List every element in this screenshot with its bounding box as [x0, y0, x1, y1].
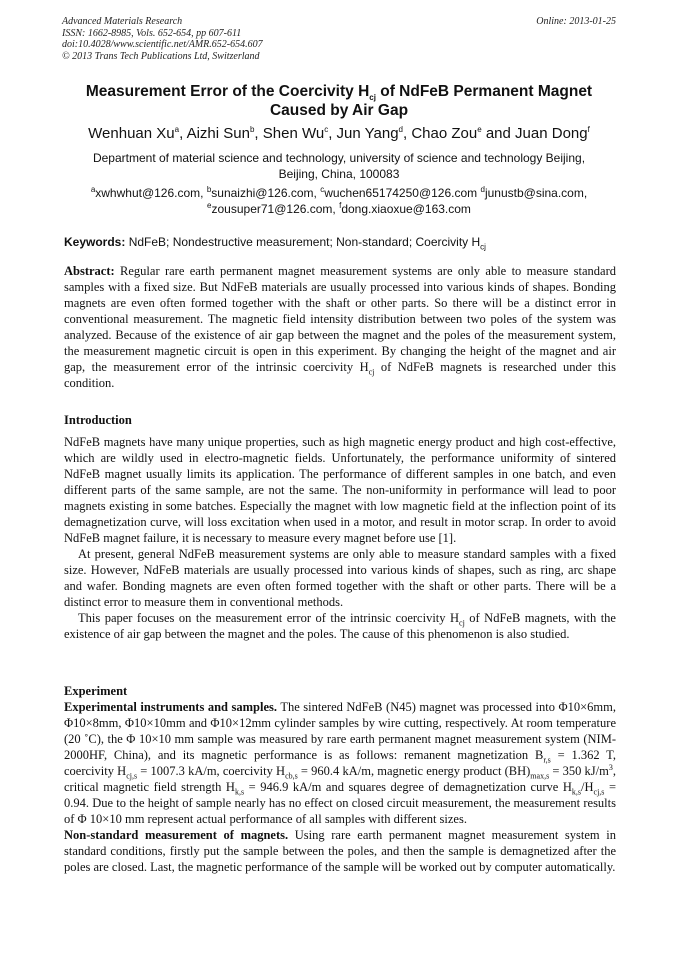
experiment-section: [64, 699, 616, 875]
email-e[interactable]: zousuper71@126.com,: [211, 202, 340, 216]
email-a[interactable]: xwhwhut@126.com,: [95, 186, 207, 200]
author: Aizhi Sun$^b$,: [186, 125, 263, 142]
keywords-label: Keywords:: [64, 235, 126, 249]
paragraph: Experimental instruments and samples. The sintered NdFeB (N45) magnet was processed into Φ10×6mm, Φ10×8mm, Φ10×10mm and Φ10×12mm cylinder samples by wire cutting, respectively. At room temperature (20 ˚C), the Φ 10×10 mm sample was measured by rare earth permanent magnet measurement system (NIM-2000HF, China), and its magnetic performance is as follows: remanent magnetization $B_{r,s} = 1.362$ T, coercivity $H_{cj,s} = 1007.3$ kA/m, coercivity $H_{cb,s} = 960.4$ kA/m, magnetic energy product $(BH)_{max,s} = 350$ $kJ/m^3$, critical magnetic field strength $H_{k,s} = 946.9$ kA/m and squares degree of demagnetization curve $H_{k,s}/H_{cj,s} = 0.94$. Due to the height of sample nearly has no effect on closed circuit measurement, the measurement results of Φ 10×10 mm represent actual performance of all samples with different sizes.: [64, 700, 617, 826]
paragraph: Non-standard measurement of magnets. Using rare earth permanent magnet measurement system in standard conditions, firstly put the sample between the poles, and then the sample is demagnetized after the poles are closed. Last, the magnetic performance of the sample will be worked out by computer automatically.: [64, 828, 616, 874]
email-list: $^a$xwhwhut@126.com, $^b$sunaizhi@126.com, $^c$wuchen65174250@126.com $^d$junustb@sina.com, $^e$zousuper71@126.com, $^f$dong.xiaoxue@163.com: [90, 185, 588, 216]
online-date: Online: 2013-01-25: [536, 16, 616, 27]
author-list: [52, 124, 626, 143]
experiment-heading: Experiment: [64, 684, 128, 698]
author: Chao Zou$^e$ and: [411, 125, 516, 142]
author: Wenhuan Xu$^a$,: [88, 125, 187, 142]
introduction-section: [64, 434, 616, 642]
abstract-label: Abstract:: [64, 264, 115, 278]
subsection-label: Experimental instruments and samples.: [64, 700, 278, 714]
subsection-label: Non-standard measurement of magnets.: [64, 828, 289, 842]
paragraph: This paper focuses on the measurement error of the intrinsic coercivity $H_{cj}$ of NdFeB magnets, with the existence of air gap between the magnet and the poles. The cause of this phenomenon is also studied.: [64, 611, 616, 641]
introduction-heading: Introduction: [64, 413, 132, 427]
paper-title: Measurement Error of the Coercivity $H_{cj}$ of NdFeB Permanent Magnet Caused by Air Gap: [85, 83, 593, 119]
journal-header: [62, 16, 616, 62]
affiliation: Department of material science and technology, university of science and technology Beijing, Beijing, China, 100083: [92, 151, 586, 181]
abstract: Abstract: Regular rare earth permanent magnet measurement systems are only able to measure standard samples with a fixed size. But NdFeB materials are usually processed into various kinds of shapes. Bonding magnets are even often formed together with the shaft or other parts. So there will be a distinct error in conventional measurement. The magnetic field intensity distribution between two poles of the system was analyzed. Because of the existence of air gap between the magnet and the poles of the measurement system, the measurement magnetic circuit is open in this experiment. By changing the height of the magnet and air gap, the measurement error of the intrinsic coercivity $H_{cj}$ of NdFeB magnets is researched under this condition.: [64, 264, 616, 390]
author: Juan Dong$^f$: [515, 125, 590, 142]
paragraph: At present, general NdFeB measurement systems are only able to measure standard samples with a fixed size. However, NdFeB materials are usually processed into various kinds of shapes, such as ring, arc shape and wafer. Bonding magnets are even often formed together with the shaft or other parts. There will be a distinct error to measure them in conventional methods.: [64, 547, 616, 609]
email-d[interactable]: junustb@sina.com,: [484, 186, 588, 200]
author: Jun Yang$^d$,: [336, 125, 412, 142]
copyright-line: © 2013 Trans Tech Publications Ltd, Switzerland: [62, 50, 260, 62]
doi-line: doi:10.4028/www.scientific.net/AMR.652-654.607: [62, 39, 263, 50]
author: Shen Wu$^c$,: [262, 125, 337, 142]
email-f[interactable]: dong.xiaoxue@163.com: [341, 202, 471, 216]
email-c[interactable]: wuchen65174250@126.com: [324, 186, 481, 200]
keywords: Keywords: NdFeB; Nondestructive measurement; Non-standard; Coercivity $H_{cj}$: [64, 235, 486, 252]
email-b[interactable]: sunaizhi@126.com,: [211, 186, 321, 200]
journal-name: Advanced Materials Research: [62, 16, 183, 27]
paragraph: NdFeB magnets have many unique properties, such as high magnetic energy product and high cost-effective, which are wildly used in electro-magnetic fields. Unfortunately, the performance uniformity of sintered NdFeB magnet usually limits its application. The performance of different samples in one batch, and even different parts of the same sample, are not the same. The non-uniformity in performance will lead to poor magnets existing in some batches. Especially the magnet with low magnetic field at the inflection point of its demagnetization curve, will loss excitation when used in a motor, and result in motor scrap. In order to avoid NdFeB magnet failure, it is necessary to measure every magnet before use [1].: [64, 435, 616, 545]
issn-line: ISSN: 1662-8985, Vols. 652-654, pp 607-611: [62, 27, 242, 39]
